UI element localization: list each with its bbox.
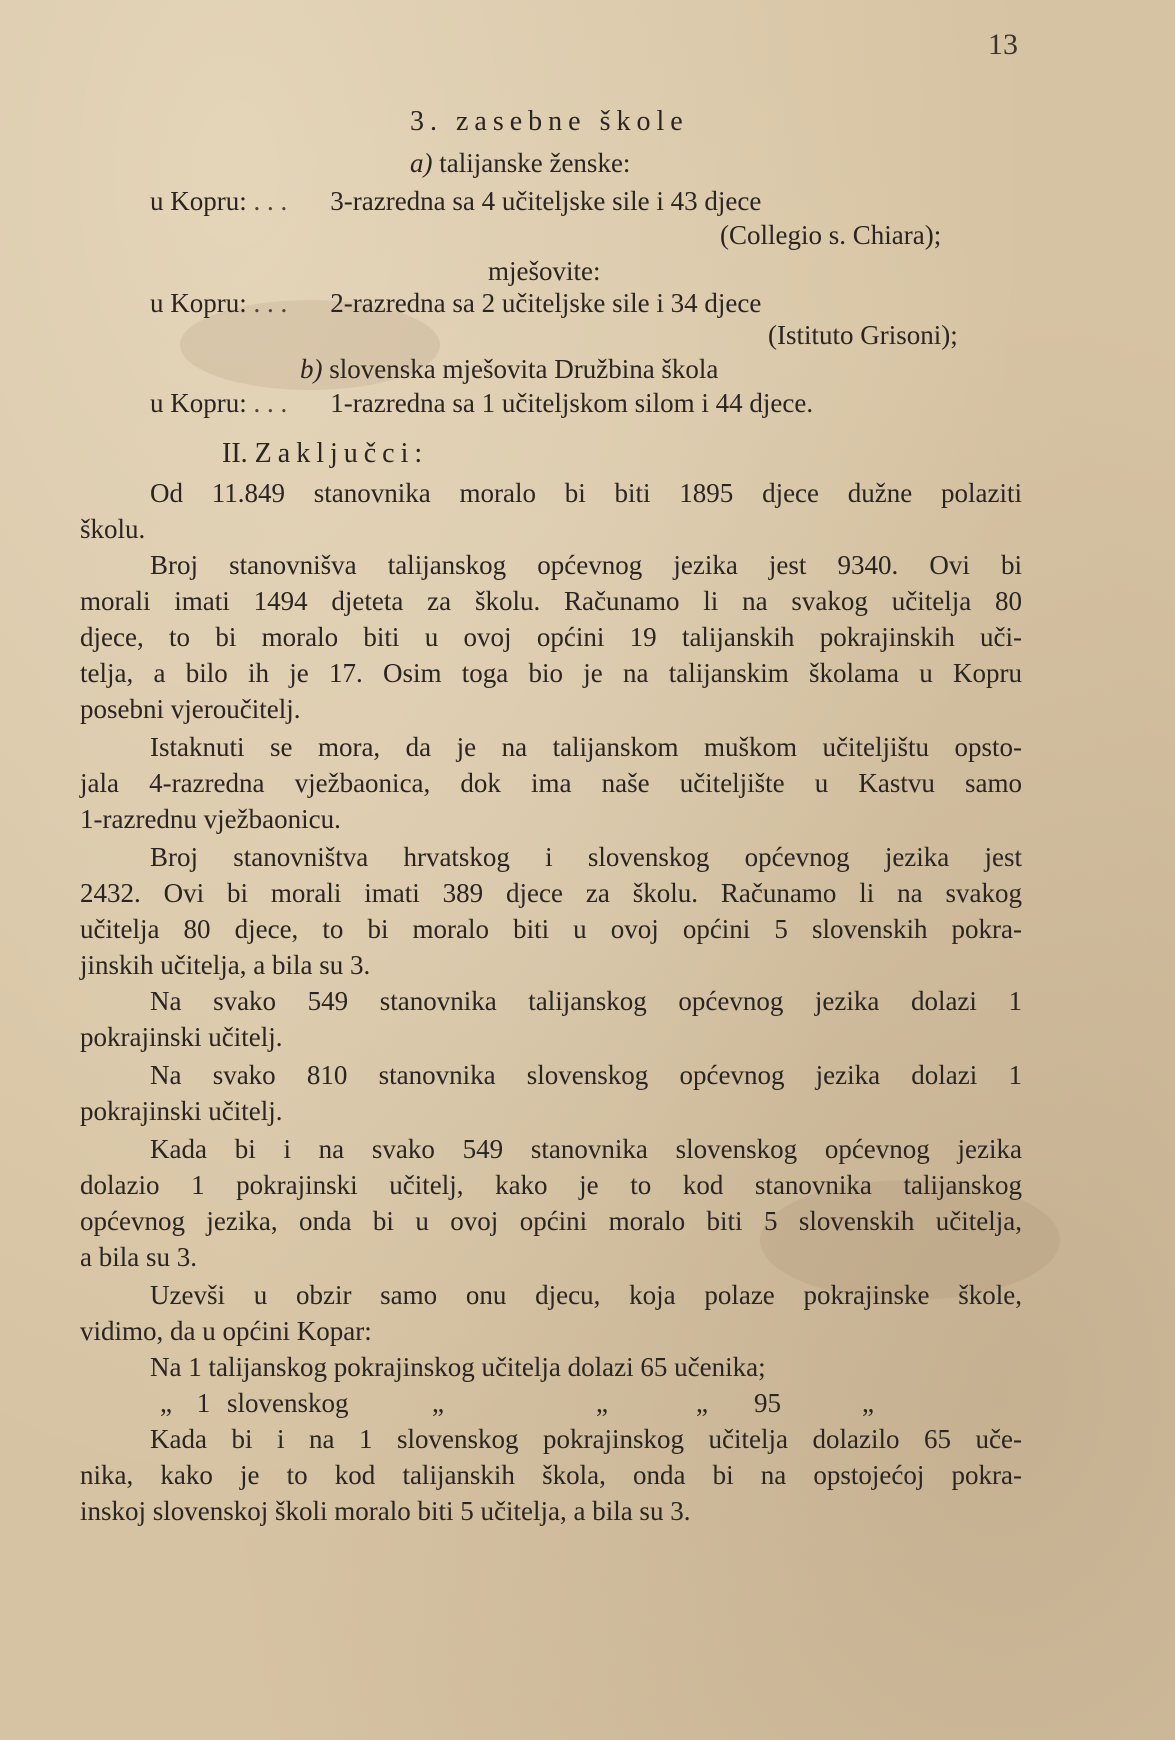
mixed-label: mješovite:	[488, 256, 601, 286]
text-line: Istaknuti se mora, da je na talijanskom muškom učiteljištu opsto-	[150, 732, 1022, 762]
text-line: 2432. Ovi bi morali imati 389 djece za školu. Računamo li na svakog	[80, 878, 1022, 908]
conclusions-heading	[222, 440, 428, 468]
ditto-mark: „	[696, 1388, 708, 1418]
text-line: učitelja 80 djece, to bi moralo biti u ovoj općini 5 slovenskih pokra-	[80, 914, 1022, 944]
school-name-1: (Collegio s. Chiara);	[720, 220, 942, 250]
text-line: inskoj slovenskoj školi moralo biti 5 učitelja, a bila su 3.	[80, 1496, 691, 1526]
school-row-3	[150, 390, 813, 417]
subsection-b-label: b)	[300, 354, 323, 384]
ditto-value: 95	[754, 1388, 781, 1418]
ditto-word: slovenskog	[226, 1388, 349, 1418]
leader-dots: . . .	[253, 186, 288, 216]
school-row-1	[150, 188, 761, 215]
school-info: 1-razredna sa 1 učiteljskom silom i 44 djece.	[330, 388, 814, 418]
text-line: a bila su 3.	[80, 1242, 197, 1272]
leader-dots: . . .	[253, 288, 288, 318]
text-line: Na svako 549 stanovnika talijanskog općevnog jezika dolazi 1	[150, 986, 1022, 1016]
text-line: školu.	[80, 514, 146, 544]
text-line: 1-razrednu vježbaonicu.	[80, 804, 341, 834]
ditto-one: 1	[196, 1388, 211, 1418]
school-info: 3-razredna sa 4 učiteljske sile i 43 djece	[330, 186, 762, 216]
ditto-mark: „	[596, 1388, 608, 1418]
leader-dots: . . .	[253, 388, 288, 418]
text-line: posebni vjeroučitelj.	[80, 694, 301, 724]
school-place: u Kopru:	[150, 186, 247, 216]
text-line: vidimo, da u općini Kopar:	[80, 1316, 372, 1346]
conclusions-heading-text: Zaključci:	[254, 438, 429, 469]
text-line: Na 1 talijanskog pokrajinskog učitelja dolazi 65 učenika;	[150, 1352, 766, 1382]
text-line: Na svako 810 stanovnika slovenskog općevnog jezika dolazi 1	[150, 1060, 1022, 1090]
school-place: u Kopru:	[150, 388, 247, 418]
text-line: dolazio 1 pokrajinski učitelj, kako je to kod stanovnika talijanskog	[80, 1170, 1022, 1200]
ditto-mark: „	[862, 1388, 874, 1418]
page-number: 13	[988, 28, 1018, 61]
text-line: pokrajinski učitelj.	[80, 1096, 283, 1126]
subsection-b-text: slovenska mješovita Družbina škola	[329, 354, 719, 384]
conclusions-heading-number: II.	[222, 438, 248, 469]
text-line: jinskih učitelja, a bila su 3.	[80, 950, 371, 980]
school-row-2	[150, 290, 761, 317]
text-line: Kada bi i na 1 slovenskog pokrajinskog učitelja dolazilo 65 uče-	[150, 1424, 1022, 1454]
text-line: Broj stanovnišva talijanskog općevnog jezika jest 9340. Ovi bi	[150, 550, 1022, 580]
school-place: u Kopru:	[150, 288, 247, 318]
text-line: pokrajinski učitelj.	[80, 1022, 283, 1052]
subsection-a	[410, 150, 630, 177]
school-info: 2-razredna sa 2 učiteljske sile i 34 djece	[330, 288, 762, 318]
ditto-mark: „	[432, 1388, 444, 1418]
text-line: Kada bi i na svako 549 stanovnika slovenskog općevnog jezika	[150, 1134, 1022, 1164]
text-line: morali imati 1494 djeteta za školu. Računamo li na svakog učitelja 80	[80, 586, 1022, 616]
section-heading: 3. zasebne škole	[410, 106, 689, 137]
ditto-mark: „	[160, 1388, 172, 1418]
text-line: djece, to bi moralo biti u ovoj općini 19 talijanskih pokrajinskih uči-	[80, 622, 1022, 652]
text-line: telja, a bilo ih je 17. Osim toga bio je na talijanskim školama u Kopru	[80, 658, 1022, 688]
subsection-a-label: a)	[410, 148, 433, 178]
ditto-row	[160, 1390, 348, 1417]
text-line: Broj stanovništva hrvatskog i slovenskog općevnog jezika jest	[150, 842, 1022, 872]
text-line: općevnog jezika, onda bi u ovoj općini moralo biti 5 slovenskih učitelja,	[80, 1206, 1022, 1236]
text-line: jala 4-razredna vježbaonica, dok ima naše učiteljište u Kastvu samo	[80, 768, 1022, 798]
text-line: Od 11.849 stanovnika moralo bi biti 1895 djece dužne polaziti	[150, 478, 1022, 508]
subsection-b	[300, 356, 718, 383]
subsection-a-text: talijanske ženske:	[439, 148, 631, 178]
text-line: nika, kako je to kod talijanskih škola, onda bi na opstojećoj pokra-	[80, 1460, 1022, 1490]
school-name-2: (Istituto Grisoni);	[768, 320, 958, 350]
text-line: Uzevši u obzir samo onu djecu, koja polaze pokrajinske škole,	[150, 1280, 1022, 1310]
